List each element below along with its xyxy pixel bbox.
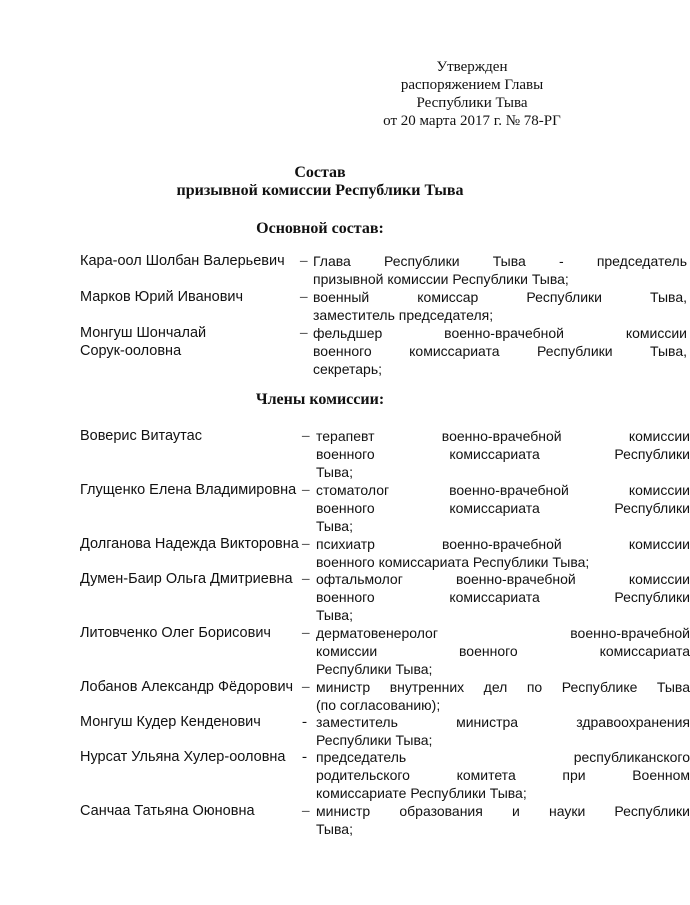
member-name-line: Литовченко Олег Борисович <box>80 625 271 641</box>
members-section-title: Члены комиссии: <box>255 391 385 408</box>
member-dash: – <box>302 679 310 695</box>
member-position-line: Тыва; <box>316 607 353 623</box>
member-position-line: офтальмолог военно-врачебной комиссии <box>316 571 690 587</box>
member-name <box>80 748 305 766</box>
member-name <box>80 481 305 499</box>
member-position-line: председатель республиканского <box>316 749 690 765</box>
member-position-line: терапевт военно-врачебной комиссии <box>316 428 690 444</box>
member-position-line: Тыва; <box>316 518 353 534</box>
member-dash: – <box>302 803 310 819</box>
member-dash: – <box>302 625 310 641</box>
member-position-line: Тыва; <box>316 821 353 837</box>
member-position-line: фельдшер военно-врачебной комиссии <box>313 325 687 341</box>
member-position-line: стоматолог военно-врачебной комиссии <box>316 482 690 498</box>
member-name-line: Воверис Витаутас <box>80 428 202 444</box>
member-name-line: Сорук-ооловна <box>80 343 182 359</box>
member-name-line: Глущенко Елена Владимировна <box>80 482 297 498</box>
member-name-line: Санчаа Татьяна Оюновна <box>80 803 255 819</box>
member-position-line: секретарь; <box>313 361 383 377</box>
member-name-line: Долганова Надежда Викторовна <box>80 536 299 552</box>
member-name-line: Нурсат Ульяна Хулер-ооловна <box>80 749 286 765</box>
member-position-line: военного комиссариата Республики Тыва, <box>313 343 687 359</box>
member-position <box>316 427 690 481</box>
member-position <box>316 748 690 802</box>
approval-line-4: от 20 марта 2017 г. № 78-РГ <box>383 113 561 129</box>
member-name-line: Думен-Баир Ольга Дмитриевна <box>80 571 293 587</box>
member-position <box>316 481 690 535</box>
member-name <box>80 713 305 731</box>
member-position <box>316 802 690 838</box>
member-name-line: Лобанов Александр Фёдорович <box>80 679 294 695</box>
member-dash: – <box>302 482 310 498</box>
member-position-line: заместитель министра здравоохранения <box>316 714 690 730</box>
member-position-line: Тыва; <box>316 464 353 480</box>
member-position-line: военного комиссариата Республики <box>316 500 690 516</box>
member-position-line: комиссариате Республики Тыва; <box>316 785 527 801</box>
member-name <box>80 802 305 820</box>
member-dash: – <box>302 536 310 552</box>
member-position <box>313 324 687 378</box>
member-dash: – <box>300 253 308 269</box>
member-position-line: призывной комиссии Республики Тыва; <box>313 271 569 287</box>
member-position <box>316 570 690 624</box>
member-position-line: министр внутренних дел по Республике Тыва <box>316 679 690 695</box>
member-dash: - <box>302 714 307 730</box>
member-dash: – <box>302 571 310 587</box>
member-name <box>80 427 305 445</box>
member-position <box>316 624 690 678</box>
member-position-line: дерматовенеролог военно-врачебной <box>316 625 690 641</box>
approval-line-2: распоряжением Главы <box>400 77 544 93</box>
member-name-line: Монгуш Кудер Кенденович <box>80 714 261 730</box>
member-position-line: заместитель председателя; <box>313 307 494 323</box>
member-name <box>80 252 305 270</box>
member-name <box>80 570 305 588</box>
document-title: Состав <box>294 164 346 181</box>
member-position-line: (по согласованию); <box>316 697 441 713</box>
approval-line-1: Утвержден <box>436 59 508 75</box>
approval-stamp <box>360 58 584 130</box>
member-position <box>316 713 690 749</box>
member-name-line: Кара-оол Шолбан Валерьевич <box>80 253 285 269</box>
member-dash: – <box>300 325 308 341</box>
member-position <box>313 288 687 324</box>
member-position-line: военный комиссар Республики Тыва, <box>313 289 687 305</box>
member-position-line: комиссии военного комиссариата <box>316 643 690 659</box>
member-dash: – <box>300 289 308 305</box>
member-name <box>80 678 305 696</box>
member-position <box>313 252 687 288</box>
member-position-line: Глава Республики Тыва - председатель <box>313 253 687 269</box>
member-position-line: психиатр военно-врачебной комиссии <box>316 536 690 552</box>
member-position <box>316 678 690 714</box>
member-position-line: министр образования и науки Республики <box>316 803 690 819</box>
member-position <box>316 535 690 571</box>
member-position-line: родительского комитета при Военном <box>316 767 690 783</box>
member-name <box>80 288 305 306</box>
main-section-title: Основной состав: <box>256 220 384 237</box>
member-name-line: Монгуш Шончалай <box>80 325 207 341</box>
member-name <box>80 535 305 553</box>
member-name <box>80 324 305 360</box>
member-position-line: военного комиссариата Республики <box>316 446 690 462</box>
document-subtitle: призывной комиссии Республики Тыва <box>176 182 464 199</box>
member-position-line: Республики Тыва; <box>316 732 433 748</box>
member-position-line: Республики Тыва; <box>316 661 433 677</box>
member-position-line: военного комиссариата Республики <box>316 589 690 605</box>
member-name-line: Марков Юрий Иванович <box>80 289 244 305</box>
member-dash: – <box>302 428 310 444</box>
member-position-line: военного комиссариата Республики Тыва; <box>316 554 590 570</box>
approval-line-3: Республики Тыва <box>416 95 528 111</box>
member-dash: - <box>302 749 307 765</box>
member-name <box>80 624 305 642</box>
